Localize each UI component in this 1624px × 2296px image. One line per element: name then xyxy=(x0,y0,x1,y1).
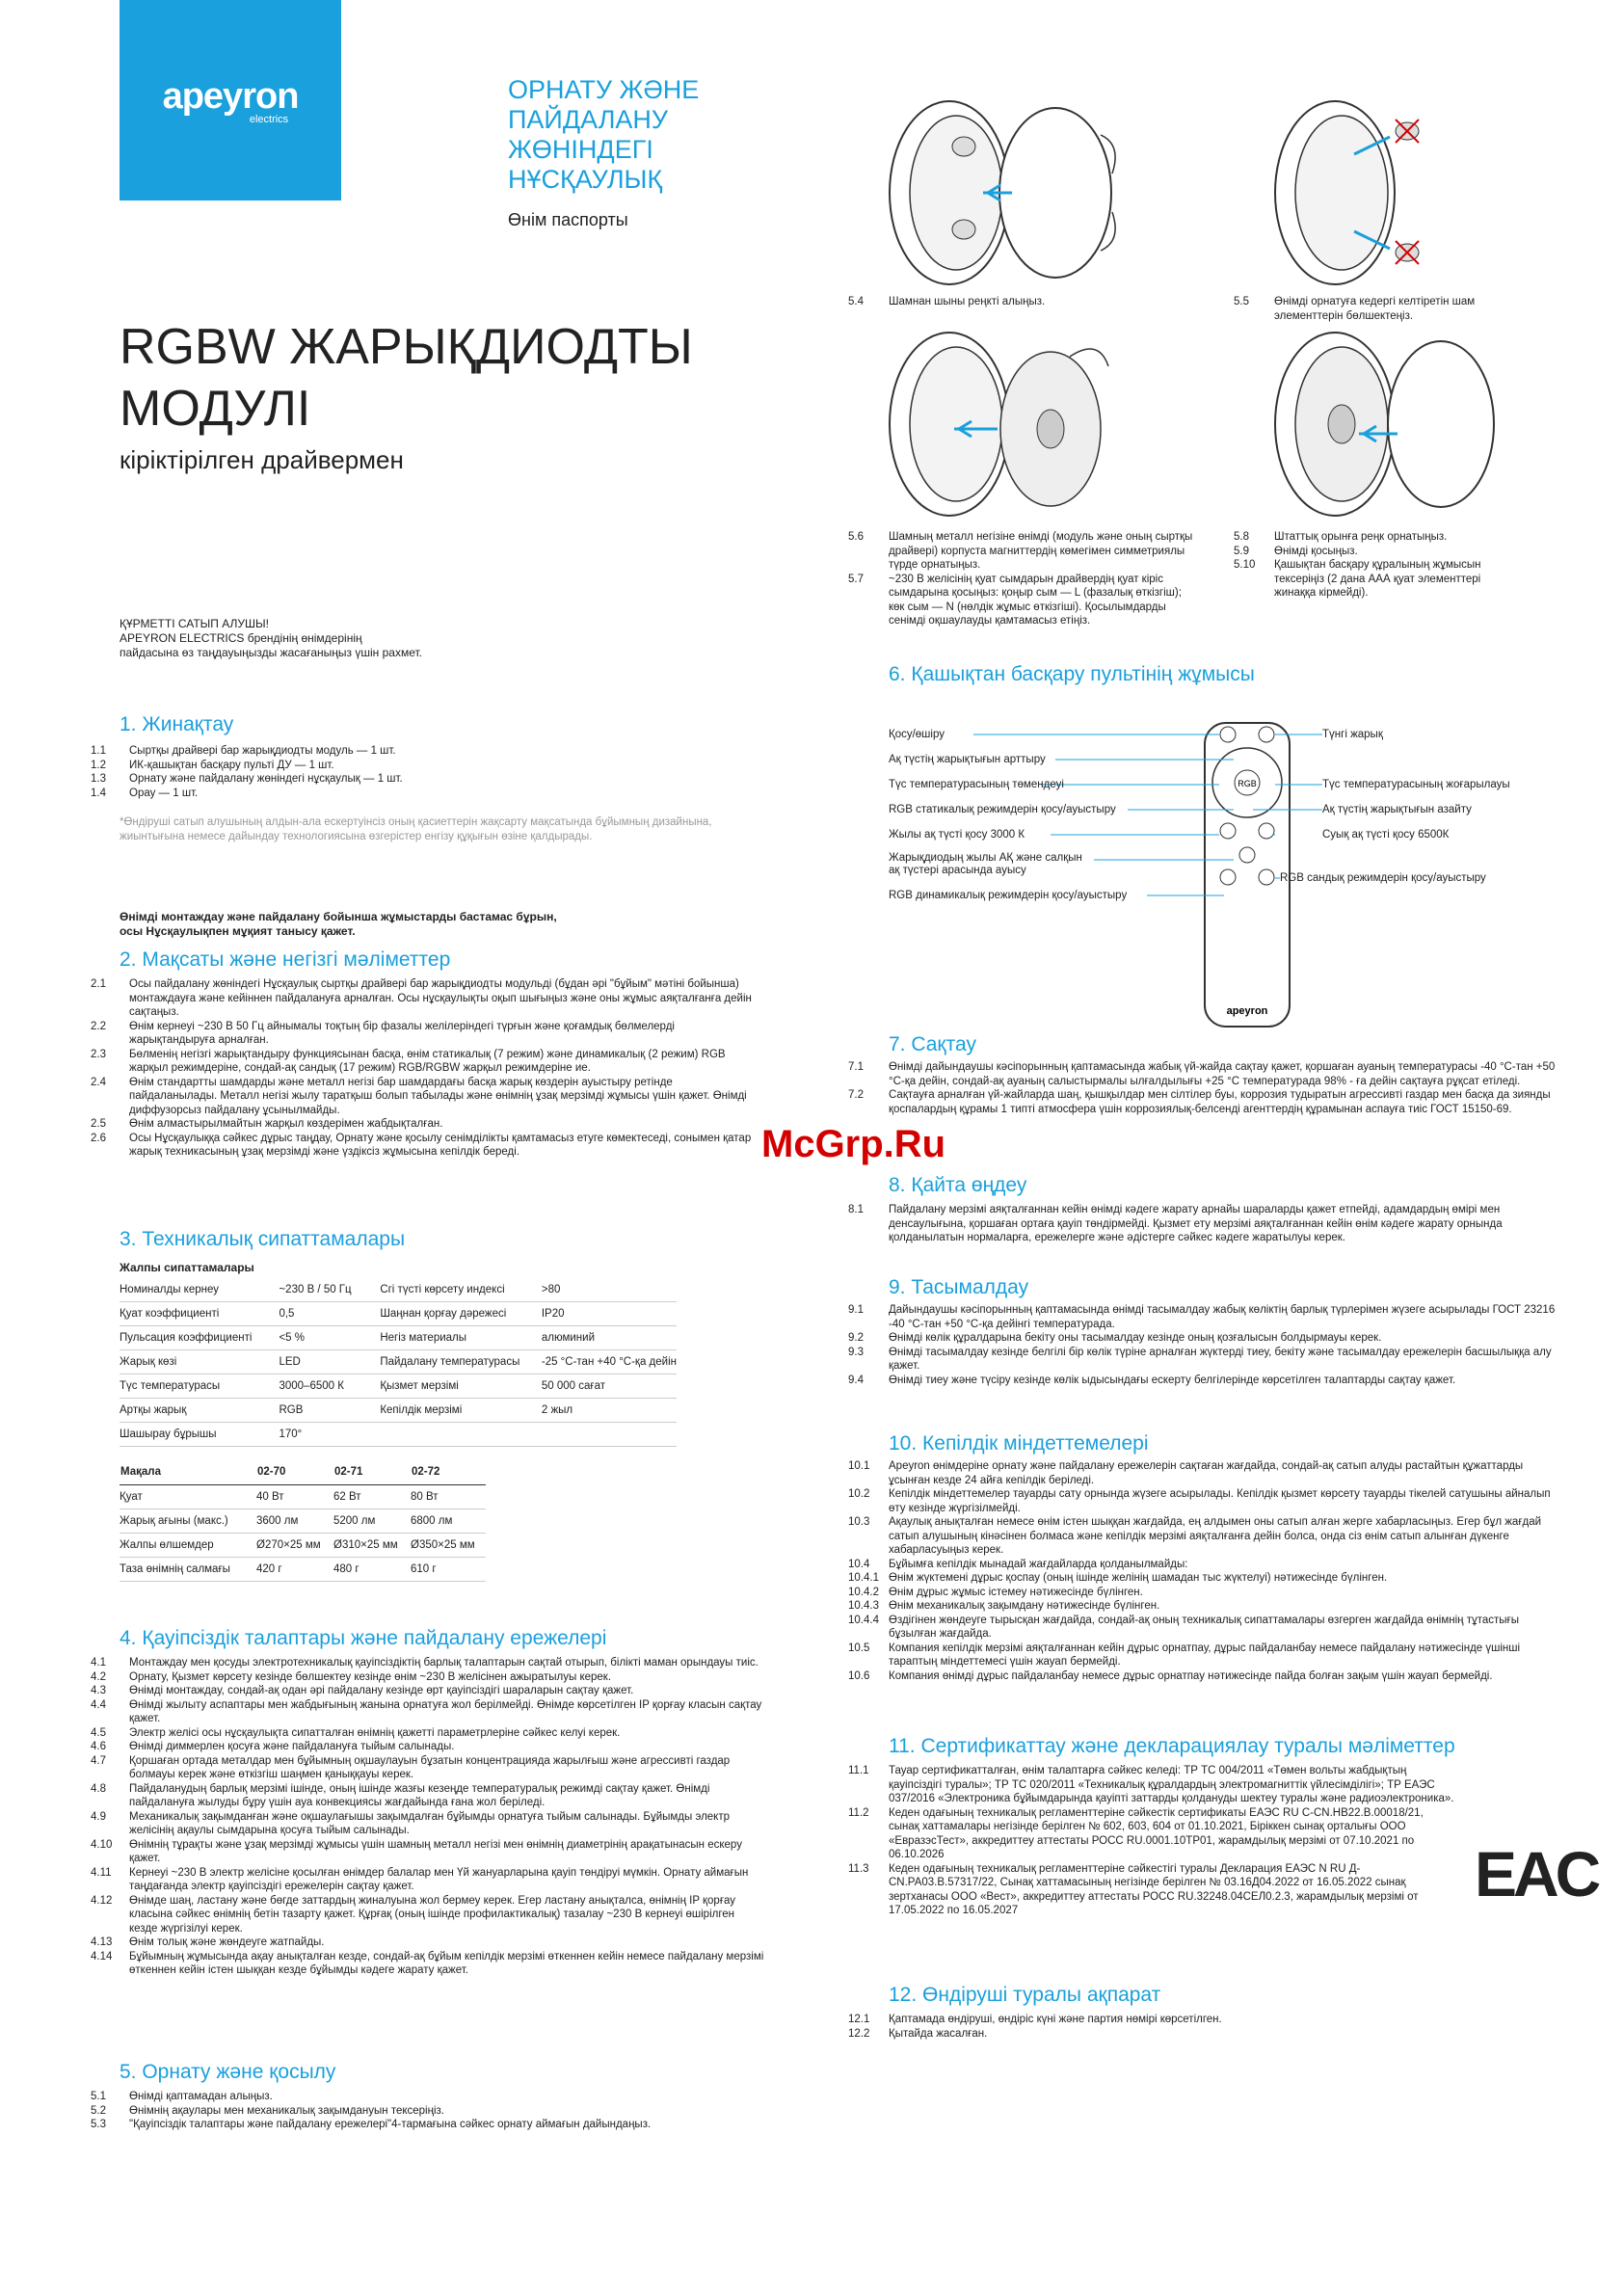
item-number: 2.4 xyxy=(91,1076,106,1088)
header-title-line: НҰСҚАУЛЫҚ xyxy=(508,165,663,194)
caption-num: 5.5 xyxy=(1234,296,1249,307)
watermark: McGrp.Ru xyxy=(761,1123,946,1165)
table-title: Жалпы сипаттамалары xyxy=(120,1261,254,1274)
list-item xyxy=(91,1076,756,1118)
item-number: 10.6 xyxy=(848,1669,870,1682)
table-row xyxy=(120,1399,677,1423)
list-item xyxy=(91,1656,765,1670)
item-text: Өнім механикалық зақымдану нәтижесінде бүлінген. xyxy=(889,1600,1160,1612)
item-number: 4.11 xyxy=(91,1866,112,1879)
list-item xyxy=(91,759,756,773)
list-item xyxy=(848,1459,1561,1487)
remote-label-rgb-static: RGB статикалық режимдерін қосу/ауыстыру xyxy=(889,804,1116,815)
list-item xyxy=(91,1020,756,1048)
item-number: 4.8 xyxy=(91,1782,106,1795)
table-cell: алюминий xyxy=(542,1326,677,1350)
item-text: Өздігінен жөндеуге тырысқан жағдайда, сондай-ақ оның техникалық сипаттамалары өзгерген жағдайда өнімнің тұтастығы бұзылған жағдайда. xyxy=(889,1614,1520,1640)
item-number: 5.3 xyxy=(91,2119,106,2130)
list-item xyxy=(848,1571,1561,1586)
bold-note xyxy=(120,910,557,939)
item-number: 10.4.1 xyxy=(848,1572,879,1584)
table-cell: 62 Вт xyxy=(333,1485,411,1509)
item-number: 11.2 xyxy=(848,1806,869,1819)
list-item xyxy=(848,1060,1561,1088)
list-item xyxy=(848,1303,1561,1331)
item-text: Бұйымға кепілдік мынадай жағдайларда қолданылмайды: xyxy=(889,1558,1188,1570)
item-text: Өнім дұрыс жұмыс істемеу нәтижесінде бүлінген. xyxy=(889,1586,1143,1598)
table-header-cell: 02-72 xyxy=(411,1459,486,1485)
list-item xyxy=(848,1346,1561,1374)
model-table xyxy=(120,1459,486,1582)
greeting-line: пайдасына өз таңдауыңызды жасағаныңыз үшін рахмет. xyxy=(120,646,422,659)
table-cell: Ø270×25 мм xyxy=(256,1534,333,1558)
item-text: "Қауіпсіздік талаптары және пайдалану ережелері"4-тармағына сәйкес орнату аймағын дайындаңыз. xyxy=(129,2119,652,2130)
step-5-4-illustration xyxy=(877,96,1147,289)
table-cell: 610 г xyxy=(411,1558,486,1582)
remote-label-temp-up: Түс температурасының жоғарылауы xyxy=(1322,779,1510,790)
remote-label-rgb-digital: RGB сандық режимдерін қосу/ауыстыру xyxy=(1280,872,1486,884)
item-text: Өнімде шаң, ластану және бөгде заттардың жиналуына жол бермеу керек. Егер ластану анықталса, өнімнің IP қорғау класына сәйкес өнімнің бетін тазарту қажет. Құрғақ (оның ішінде профилактикалық) тазалау ~230 В кернеуі өшірілген кезде жүргізілуі керек. xyxy=(129,1894,736,1935)
item-number: 2.3 xyxy=(91,1048,106,1060)
item-number: 4.9 xyxy=(91,1810,106,1823)
item-text: Өнімді дайындаушы кәсіпорынның қаптамасында жабық үй-жайда сақтау қажет, қоршаған ауаның температурасы -40 °С-тан +50 °С-қа дейін, сондай-ақ ауаның салыстырмалы ылғалдылығы +25 °С температурада 98% - ға дейін сақтауға рұқсат етіледі. xyxy=(889,1061,1556,1087)
table-cell: Түс температурасы xyxy=(120,1375,279,1399)
item-text: Дайындаушы кәсіпорынның қаптамасында өнімді тасымалдау жабық көліктің барлық түрлерімен жүзеге асырылады ГОСТ 23216 -40 °С-тан +50 °С-қа дейінгі температурада. xyxy=(889,1304,1556,1330)
section-items xyxy=(848,2013,1561,2041)
remote-label-warm-white: Жылы ақ түсті қосу 3000 К xyxy=(889,829,1025,841)
caption-5-5 xyxy=(1234,295,1523,323)
item-number: 1.2 xyxy=(91,759,106,771)
table-cell: 80 Вт xyxy=(411,1485,486,1509)
table-row xyxy=(120,1558,486,1582)
table-cell: Қуат xyxy=(120,1485,256,1509)
bold-note-line: Өнімді монтаждау және пайдалану бойынша жұмыстарды бастамас бұрын, xyxy=(120,910,557,923)
section-title: 3. Техникалық сипаттамалары xyxy=(120,1228,406,1250)
item-number: 9.3 xyxy=(848,1346,864,1358)
caption-5-6-5-7 xyxy=(848,530,1195,628)
list-item xyxy=(91,1838,765,1866)
item-text: Қытайда жасалған. xyxy=(889,2027,988,2040)
caption-num: 5.7 xyxy=(848,573,864,585)
section-title: 5. Орнату және қосылу xyxy=(120,2061,336,2083)
caption-num: 5.9 xyxy=(1234,545,1249,557)
list-item xyxy=(848,1614,1561,1642)
item-number: 1.3 xyxy=(91,773,106,785)
table-cell: Негіз материалы xyxy=(380,1326,542,1350)
list-item xyxy=(91,1670,765,1685)
item-text: Сыртқы драйвері бар жарықдиодты модуль — 1 шт. xyxy=(129,745,396,757)
greeting-line: ҚҰРМЕТТІ САТЫП АЛУШЫ! xyxy=(120,617,269,630)
item-number: 10.4 xyxy=(848,1558,870,1570)
table-cell: Шаңнан қорғау дәрежесі xyxy=(380,1302,542,1326)
caption-text: Шамнан шыны реңкті алыңыз. xyxy=(889,296,1046,307)
remote-label-brightness-up: Ақ түстің жарықтығын арттыру xyxy=(889,754,1046,765)
item-text: Сақтауға арналған үй-жайларда шаң, қышқылдар мен сілтілер буы, коррозия тудыратын агрессивті газдар мен басқа да зиянды қоспалардың құрамы 1 типті атмосфера үшін коррозиялық-белсенді агенттердің құрамынан аспауға тиіс ГОСТ 15150-69. xyxy=(889,1089,1551,1115)
list-item xyxy=(91,1048,756,1076)
item-text: Кернеуі ~230 В электр желісіне қосылған өнімдер балалар мен Үй жануарларына қауіп төндіруі мүмкін. Орнату аймағын таңдағанда электр қауіпсіздігі ережелерін сақтау қажет. xyxy=(129,1866,749,1892)
table-cell: 3000–6500 К xyxy=(279,1375,380,1399)
step-5-6-illustration xyxy=(877,328,1147,521)
section-items xyxy=(848,1060,1561,1116)
list-item xyxy=(848,2027,1561,2042)
list-item xyxy=(91,1950,765,1978)
table-cell: Шашырау бұрышы xyxy=(120,1423,279,1447)
item-text: Осы пайдалану жөніндегі Нұсқаулық сыртқы драйвері бар жарықдиодты модульді (бұдан әрі "бұйым" мәтіні бойынша) монтаждауға және кейіннен пайдалануға арналған. Осы нұсқаулықты оқып шығыңыз және оны жұмыс аяқталғанға дейін сақтаңыз. xyxy=(129,978,752,1018)
list-item xyxy=(848,1515,1561,1558)
remote-label-temp-down: Түс температурасының төмендеуі xyxy=(889,779,1064,790)
table-header-cell: Мақала xyxy=(120,1459,256,1485)
section-title: 12. Өндіруші туралы ақпарат xyxy=(889,1984,1161,2006)
table-row xyxy=(120,1509,486,1534)
item-number: 10.4.2 xyxy=(848,1586,879,1598)
item-number: 5.2 xyxy=(91,2104,106,2117)
caption-text: Штаттық орынға реңк орнатыңыз. xyxy=(1274,531,1448,543)
list-item xyxy=(848,1669,1561,1684)
table-cell: LED xyxy=(279,1350,380,1375)
caption-num: 5.6 xyxy=(848,531,864,543)
item-text: Өнімнің ақаулары мен механикалық зақымдануын тексеріңіз. xyxy=(129,2104,444,2117)
item-text: Кепілдік міндеттемелер тауарды сату орнында жүзеге асырылады. Кепілдік қызмет көрсету тауарды тікелей сатушыны айналып өту кезінде жүргізілмейді. xyxy=(889,1488,1551,1514)
item-text: Орау — 1 шт. xyxy=(129,787,199,799)
table-cell: Қызмет мерзімі xyxy=(380,1375,542,1399)
item-text: Өнімді монтаждау, сондай-ақ одан әрі пайдалану кезінде өрт қауіпсіздігі шараларын сақтау қажет. xyxy=(129,1685,634,1696)
list-item xyxy=(848,1487,1561,1515)
caption-text: ~230 В желісінің қуат сымдарын драйвердің қуат кіріс сымдарына қосыңыз: қоңыр сым — L (фазалық өткізгіш); көк сым — N (нөлдік жұмыс өткізгіші). Қосылымдарды сенімді оқшаулауды қамтамасыз етіңіз. xyxy=(889,573,1182,627)
note: *Өндіруші сатып алушының алдын-ала ескертуінсіз оның қасиеттерін жақсарту мақсатында бұйымның дизайнына, жиынтығына немесе дайындау технологиясына өзгерістер енгізу құқығын өзіне қалдырады. xyxy=(120,816,712,842)
table-row xyxy=(120,1423,677,1447)
header-title-line: ПАЙДАЛАНУ xyxy=(508,105,669,134)
product-title-line: МОДУЛІ xyxy=(120,381,311,437)
section-title: 6. Қашықтан басқару пультінің жұмысы xyxy=(889,663,1255,685)
item-number: 11.1 xyxy=(848,1765,869,1776)
item-text: Өнімді қаптамадан алыңыз. xyxy=(129,2091,273,2102)
item-text: Өнімді диммерлен қосуға және пайдалануға тыйым салынады. xyxy=(129,1741,455,1752)
table-cell: >80 xyxy=(542,1278,677,1302)
remote-brand: apeyron xyxy=(1226,1005,1268,1017)
table-cell: Жарық ағыны (макс.) xyxy=(120,1509,256,1534)
bold-note-line: осы Нұсқаулықпен мұқият танысу қажет. xyxy=(120,924,356,938)
header-title-line: ЖӨНІНДЕГІ xyxy=(508,135,653,164)
table-cell: Сгі түсті көрсету индексі xyxy=(380,1278,542,1302)
list-item xyxy=(848,1764,1455,1806)
item-text: Тауар сертификатталған, өнім талаптарға сәйкес келеді: ТР ТС 004/2011 «Төмен вольты жабдықтың қауіпсіздігі туралы»; ТР ТС 020/2011 «Техникалық құралдардың электромагниттік үйлесімділігі»; ТР ЕАЭС 037/2016 «Электроника бұйымдарында қауіпті заттарды қолдануды шектеу туралы және радиоэлектроника». xyxy=(889,1765,1454,1804)
item-number: 2.5 xyxy=(91,1118,106,1130)
item-text: Өнімнің тұрақты және ұзақ мерзімді жұмысы үшін шамның металл негізі мен өнімнің диаметрінің арақатынасын ескеру қажет. xyxy=(129,1838,742,1864)
table-row xyxy=(120,1302,677,1326)
item-number: 4.5 xyxy=(91,1726,106,1739)
item-text: Компания кепілдік мерзімі аяқталғаннан кейін дұрыс орнатпау, дұрыс пайдаланбау немесе пайдалану нәтижесінде үшінші тараптың міндеттемесі үшін жауап бермейді. xyxy=(889,1642,1521,1668)
brand-name: apeyron xyxy=(162,75,299,117)
list-item xyxy=(848,1203,1561,1245)
spec-table xyxy=(120,1278,677,1447)
item-number: 4.13 xyxy=(91,1936,113,1948)
table-cell: Пульсация коэффициенті xyxy=(120,1326,279,1350)
list-item xyxy=(91,977,756,1020)
product-title-line: RGBW ЖАРЫҚДИОДТЫ xyxy=(120,319,693,375)
table-cell: RGB xyxy=(279,1399,380,1423)
item-number: 5.1 xyxy=(91,2091,106,2102)
item-text: Apeyron өнімдеріне орнату және пайдалану ережелерін сақтаған жағдайда, сондай-ақ сатып алуды растайтын құжаттарды ұсынған кезде 24 айға кепілдік беріледі. xyxy=(889,1460,1524,1486)
list-item xyxy=(91,1866,765,1894)
item-number: 4.2 xyxy=(91,1670,106,1683)
item-text: Пайдалану мерзімі аяқталғаннан кейін өнімді кәдеге жарату арнайы шараларды қажет етпейді, адамдардың өмірі мен денсаулығына, қоршаған ортаға қауіп төндірмейді. Қызмет ету мерзімі аяқталғаннан кейін өнім кәдеге жарату орнында қолданылатын нормаларға, ережелерге және әдістерге сәйкес кәдеге жаратылуы керек. xyxy=(889,1204,1503,1243)
table-cell: Ø350×25 мм xyxy=(411,1534,486,1558)
caption-text: Өнімді орнатуға кедергі келтіретін шам элементтерін бөлшектеңіз. xyxy=(1274,296,1476,322)
remote-label-night-light: Түнгі жарық xyxy=(1322,729,1383,740)
item-text: Осы Нұсқаулыққа сәйкес дұрыс таңдау, Орнату және қосылу сенімділікты қамтамасыз етуге көмектеседі, сонымен қатар жарық техникасының ұзақ мерзімді және үздіксіз жұмысына кепілдік береді. xyxy=(129,1132,752,1158)
caption-text: Шамның металл негізіне өнімді (модуль және оның сыртқы драйвері) корпуста магниттердің көмегімен симметриялы түрде орнатыңыз. xyxy=(889,531,1193,571)
table-row xyxy=(120,1278,677,1302)
table-cell: 40 Вт xyxy=(256,1485,333,1509)
section-items xyxy=(91,977,756,1160)
table-cell: Қуат коэффициенті xyxy=(120,1302,279,1326)
table-cell: Артқы жарық xyxy=(120,1399,279,1423)
table-row xyxy=(120,1375,677,1399)
item-text: Өнімді көлік құралдарына бекіту оны тасымалдау кезінде оның қозғалысын болдырмауы керек. xyxy=(889,1332,1382,1344)
table-cell: ~230 В / 50 Гц xyxy=(279,1278,380,1302)
section-items xyxy=(91,2090,765,2132)
item-text: Ақаулық анықталған немесе өнім істен шыққан жағдайда, ең алдымен оны сатып алған жерге хабарласыңыз. Егер бұл жағдай сатып алушының кінәсінен болмаса және кепілдік мерзімі аяқталғанға дейін болса, онда сіз өнім сатып алынған дүкенге хабарласуыңыз керек. xyxy=(889,1516,1542,1556)
list-item xyxy=(91,772,756,787)
item-number: 9.1 xyxy=(848,1304,864,1316)
table-cell: 480 г xyxy=(333,1558,411,1582)
table-cell: 0,5 xyxy=(279,1302,380,1326)
step-5-8-illustration xyxy=(1263,328,1504,521)
item-text: Қаптамада өндіруші, өндіріс күні және партия нөмірі көрсетілген. xyxy=(889,2014,1222,2025)
header-title-line: ОРНАТУ ЖӘНЕ xyxy=(508,75,700,104)
list-item xyxy=(848,1806,1455,1862)
caption-5-8-5-10 xyxy=(1234,530,1523,601)
item-number: 4.10 xyxy=(91,1838,113,1851)
brand-sub: electrics xyxy=(249,113,289,125)
item-number: 4.4 xyxy=(91,1698,106,1711)
table-cell: Номиналды кернеу xyxy=(120,1278,279,1302)
list-item xyxy=(91,1132,756,1160)
item-text: Кеден одағының техникалық регламенттеріне сәйкестік сертификаты ЕАЭС RU С-CN.НВ22.В.00018/21, сынақ хаттамалары негізінде берілген № 602, 603, 604 от 01.10.2021, Біріккен сынақ орталығы ООО «ЕвразэсТест», аккредиттеу аттестаты РОСС RU.0001.10ТР01, жарамдылық мерзімі от 07.10.2021 по 06.10.2026 xyxy=(889,1806,1424,1860)
item-number: 10.1 xyxy=(848,1460,870,1472)
remote-label-power: Қосу/өшіру xyxy=(889,729,945,740)
table-header-cell: 02-71 xyxy=(333,1459,411,1485)
list-item xyxy=(91,744,756,759)
table-row xyxy=(120,1534,486,1558)
item-text: Механикалық зақымданған және оқшаулағышы зақымдалған бұйымды орнатуға тыйым салынады. Бұйымды электр желісінің ақаулы сымдарына қосуға тыйым салынады. xyxy=(129,1810,730,1836)
item-number: 1.4 xyxy=(91,787,106,799)
caption-num: 5.10 xyxy=(1234,559,1256,571)
item-number: 4.12 xyxy=(91,1894,113,1907)
list-item xyxy=(848,1558,1561,1572)
eac-mark: EAC xyxy=(1475,1838,1598,1909)
section-title: 4. Қауіпсіздік талаптары және пайдалану ережелері xyxy=(120,1627,607,1649)
item-text: Орнату және пайдалану жөніндегі нұсқаулық — 1 шт. xyxy=(129,773,403,785)
item-text: Кеден одағының техникалық регламенттеріне сәйкестігі туралы Декларация ЕАЭС N RU Д-CN.РА03.В.57317/22, Сынақ хаттамасының негізінде берілген № 03.16Д04.2022 от 16.05.2022 сынақ зертханасы ООО «Вест», аккредиттеу аттестаты РОСС RU.32248.04СЕЛ0.2.3, жарамдылық мерзімі от 17.05.2022 по 16.05.2027 xyxy=(889,1862,1419,1916)
table-row xyxy=(120,1326,677,1350)
list-item xyxy=(91,1782,765,1810)
table-cell: 2 жыл xyxy=(542,1399,677,1423)
item-number: 4.1 xyxy=(91,1657,106,1669)
list-item xyxy=(848,1862,1455,1918)
section-items xyxy=(91,1656,765,1978)
greeting-line: APEYRON ELECTRICS брендінің өнімдерінің xyxy=(120,631,362,645)
list-item xyxy=(848,1642,1561,1669)
list-item xyxy=(848,1586,1561,1600)
item-number: 9.4 xyxy=(848,1374,864,1386)
list-item xyxy=(848,1599,1561,1614)
table-cell: 5200 лм xyxy=(333,1509,411,1534)
item-number: 2.1 xyxy=(91,978,106,990)
table-cell: Кепілдік мерзімі xyxy=(380,1399,542,1423)
section-title: 2. Мақсаты және негізгі мәліметтер xyxy=(120,948,451,971)
section-items xyxy=(848,1303,1561,1387)
greeting xyxy=(120,617,422,660)
product-subtitle: кіріктірілген драйвермен xyxy=(120,445,404,474)
table-header-cell: 02-70 xyxy=(256,1459,333,1485)
list-item xyxy=(91,2090,765,2104)
item-text: Өнім жүктемені дұрыс қоспау (оның ішінде желінің шамадан тыс жүктелуі) нәтижесінде бүлінген. xyxy=(889,1572,1388,1584)
step-5-5-illustration xyxy=(1263,96,1446,289)
item-number: 4.14 xyxy=(91,1950,113,1962)
table-header-row xyxy=(120,1459,486,1485)
table-cell: 50 000 сағат xyxy=(542,1375,677,1399)
list-item xyxy=(91,1698,765,1726)
list-item xyxy=(91,1684,765,1698)
item-text: Өнімді тасымалдау кезінде белгілі бір көлік түріне арналған жүктерді тиеу, бекіту және тасымалдау ережелерін басшылыққа алу қажет. xyxy=(889,1346,1552,1372)
list-item xyxy=(91,1726,765,1741)
section-title: 9. Тасымалдау xyxy=(889,1276,1029,1298)
section-title: 10. Кепілдік міндеттемелері xyxy=(889,1432,1149,1455)
table-cell: 6800 лм xyxy=(411,1509,486,1534)
table-cell xyxy=(380,1423,542,1447)
item-number: 8.1 xyxy=(848,1204,864,1215)
list-item xyxy=(91,1740,765,1754)
caption-text: Өнімді қосыңыз. xyxy=(1274,545,1358,557)
table-cell: IP20 xyxy=(542,1302,677,1326)
item-text: Өнімді тиеу және түсіру кезінде көлік ыдысындағы ескерту белгілерінде көрсетілген талаптарды сақтау қажет. xyxy=(889,1374,1456,1386)
item-text: Электр желісі осы нұсқаулықта сипатталған өнімнің қажетті параметрлеріне сәйкес келуі керек. xyxy=(129,1726,621,1739)
passport-label: Өнім паспорты xyxy=(508,210,628,229)
section-items xyxy=(848,1459,1561,1683)
item-number: 4.6 xyxy=(91,1741,106,1752)
table-cell: Жалпы өлшемдер xyxy=(120,1534,256,1558)
section-items xyxy=(848,1764,1455,1918)
section-title: 1. Жинақтау xyxy=(120,713,234,735)
list-item xyxy=(848,1088,1561,1116)
item-text: Орнату, Қызмет көрсету кезінде бөлшектеу кезінде өнім ~230 В желісінен ажыратылуы керек. xyxy=(129,1670,612,1683)
table-cell: -25 °С-тан +40 °С-қа дейін xyxy=(542,1350,677,1375)
section-items xyxy=(91,744,756,800)
table-cell: 420 г xyxy=(256,1558,333,1582)
header-title xyxy=(508,75,699,195)
table-cell: Таза өнімнің салмағы xyxy=(120,1558,256,1582)
item-number: 10.3 xyxy=(848,1516,870,1528)
item-number: 1.1 xyxy=(91,745,106,757)
list-item xyxy=(91,1936,765,1950)
product-title xyxy=(120,316,693,440)
table-cell xyxy=(542,1423,677,1447)
table-cell: <5 % xyxy=(279,1326,380,1350)
item-number: 7.1 xyxy=(848,1061,864,1073)
item-number: 4.7 xyxy=(91,1754,106,1767)
table-cell: 3600 лм xyxy=(256,1509,333,1534)
item-text: Бөлменің негізгі жарықтандыру функциясынан басқа, өнім статикалық (7 режим) және динамикалық (2 режим) RGB жарқыл режимдеріне, сондай-ақ сандық (17 режим) RGB/RGBW жарқыл режимдеріне ие. xyxy=(129,1048,726,1074)
list-item xyxy=(91,2118,765,2132)
item-number: 10.5 xyxy=(848,1642,870,1654)
remote-label-cold-white: Суық ақ түсті қосу 6500К xyxy=(1322,829,1450,841)
item-text: Өнім алмастырылмайтын жарқыл көздерімен жабдықталған. xyxy=(129,1118,443,1130)
item-number: 10.4.3 xyxy=(848,1600,879,1612)
item-number: 4.3 xyxy=(91,1685,106,1696)
item-text: Монтаждау мен қосуды электротехникалық қауіпсіздіктің барлық талаптарын сақтай отырып, білікті маман орындауы тиіс. xyxy=(129,1657,759,1669)
table-cell: Жарық көзі xyxy=(120,1350,279,1375)
table-cell: Пайдалану температурасы xyxy=(380,1350,542,1375)
item-text: Өнім кернеуі ~230 В 50 Гц айнымалы тоқтың бір фазалы желілеріндегі түрғын және қоғамдық бөлмелерді жарықтандыруға арналған. xyxy=(129,1020,675,1046)
caption-num: 5.8 xyxy=(1234,531,1249,543)
section-title: 8. Қайта өңдеу xyxy=(889,1174,1027,1196)
caption-5-4 xyxy=(848,295,1166,309)
item-number: 2.2 xyxy=(91,1020,106,1032)
item-text: Өнімді жылыту аспаптары мен жабдығының жанына орнатуға жол берілмейді. Өнімде көрсетілген IP қорғау класын сақтау қажет. xyxy=(129,1698,762,1724)
item-text: Пайдаланудың барлық мерзімі ішінде, оның ішінде жазғы кезеңде температуралық режимді сақтау қажет. Өнімді пайдалануға жылуды бұру үшін ауа конвекциясы жағдайында ғана жол беріледі. xyxy=(129,1782,710,1808)
caption-num: 5.4 xyxy=(848,296,864,307)
remote-label-rgb-dynamic: RGB динамикалық режимдерін қосу/ауыстыру xyxy=(889,890,1128,901)
brand-logo xyxy=(120,0,341,200)
remote-label-switch-white: Жарықдиодың жылы АҚ және салқын xyxy=(889,852,1082,864)
item-number: 12.2 xyxy=(848,2027,870,2040)
table-cell: Ø310×25 мм xyxy=(333,1534,411,1558)
item-text: Бұйымның жұмысында ақау анықталған кезде, сондай-ақ бұйым кепілдік мерзімі өткеннен кейін немесе пайдалану мерзімі өткеннен кейін істен шыққан кезде бұйымды кәдеге жарату қажет. xyxy=(129,1950,764,1976)
list-item xyxy=(848,2013,1561,2027)
list-item xyxy=(91,787,756,801)
list-item xyxy=(91,1754,765,1782)
list-item xyxy=(91,1117,756,1132)
item-number: 9.2 xyxy=(848,1332,864,1344)
item-text: ИК-қашықтан басқару пульті ДУ — 1 шт. xyxy=(129,759,334,771)
item-text: Қоршаған ортада металдар мен бұйымның оқшаулауын бұзатын концентрацияда жарылғыш және агрессивті газдар болмауы керек және өткізгіш шаңмен қаныққауы керек. xyxy=(129,1754,731,1780)
item-text: Өнім стандартты шамдарды және металл негізі бар шамдардағы басқа жарық көздерін ауыстыру ретінде пайдаланылады. Металл негізі жылу таратқыш болып табылады және өнімнің ұзақ мерзімді жұмысы үшін қажет. Өнімді диффузорсыз пайдалану ұсынылмайды. xyxy=(129,1076,747,1116)
item-text: Өнім толық және жөндеуге жатпайды. xyxy=(129,1936,325,1948)
item-text: Компания өнімді дұрыс пайдаланбау немесе дұрыс орнатпау нәтижесінде пайда болған зақым үшін жауап бермейді. xyxy=(889,1669,1493,1682)
table-row xyxy=(120,1485,486,1509)
item-number: 10.4.4 xyxy=(848,1614,879,1626)
item-number: 2.6 xyxy=(91,1132,106,1144)
item-number: 11.3 xyxy=(848,1862,869,1875)
item-number: 12.1 xyxy=(848,2014,870,2025)
section-title: 11. Сертификаттау және декларациялау туралы мәліметтер xyxy=(889,1735,1455,1757)
rgb-center-label: RGB xyxy=(1238,779,1257,788)
list-item xyxy=(848,1374,1561,1388)
section-items xyxy=(848,1203,1561,1245)
section-title: 7. Сақтау xyxy=(889,1033,976,1055)
list-item xyxy=(91,1810,765,1838)
item-number: 7.2 xyxy=(848,1089,864,1101)
list-item xyxy=(91,2104,765,2119)
remote-label-switch-white-2: ақ түстері арасында ауысу xyxy=(889,865,1026,876)
list-item xyxy=(91,1894,765,1936)
table-cell: 170° xyxy=(279,1423,380,1447)
item-number: 10.2 xyxy=(848,1488,870,1500)
list-item xyxy=(848,1331,1561,1346)
table-row xyxy=(120,1350,677,1375)
remote-label-brightness-down: Ақ түстің жарықтығын азайту xyxy=(1322,804,1472,815)
caption-text: Қашықтан басқару құралының жұмысын тексеріңіз (2 дана ААА қуат элементтері жинаққа кірмейді). xyxy=(1274,559,1481,599)
